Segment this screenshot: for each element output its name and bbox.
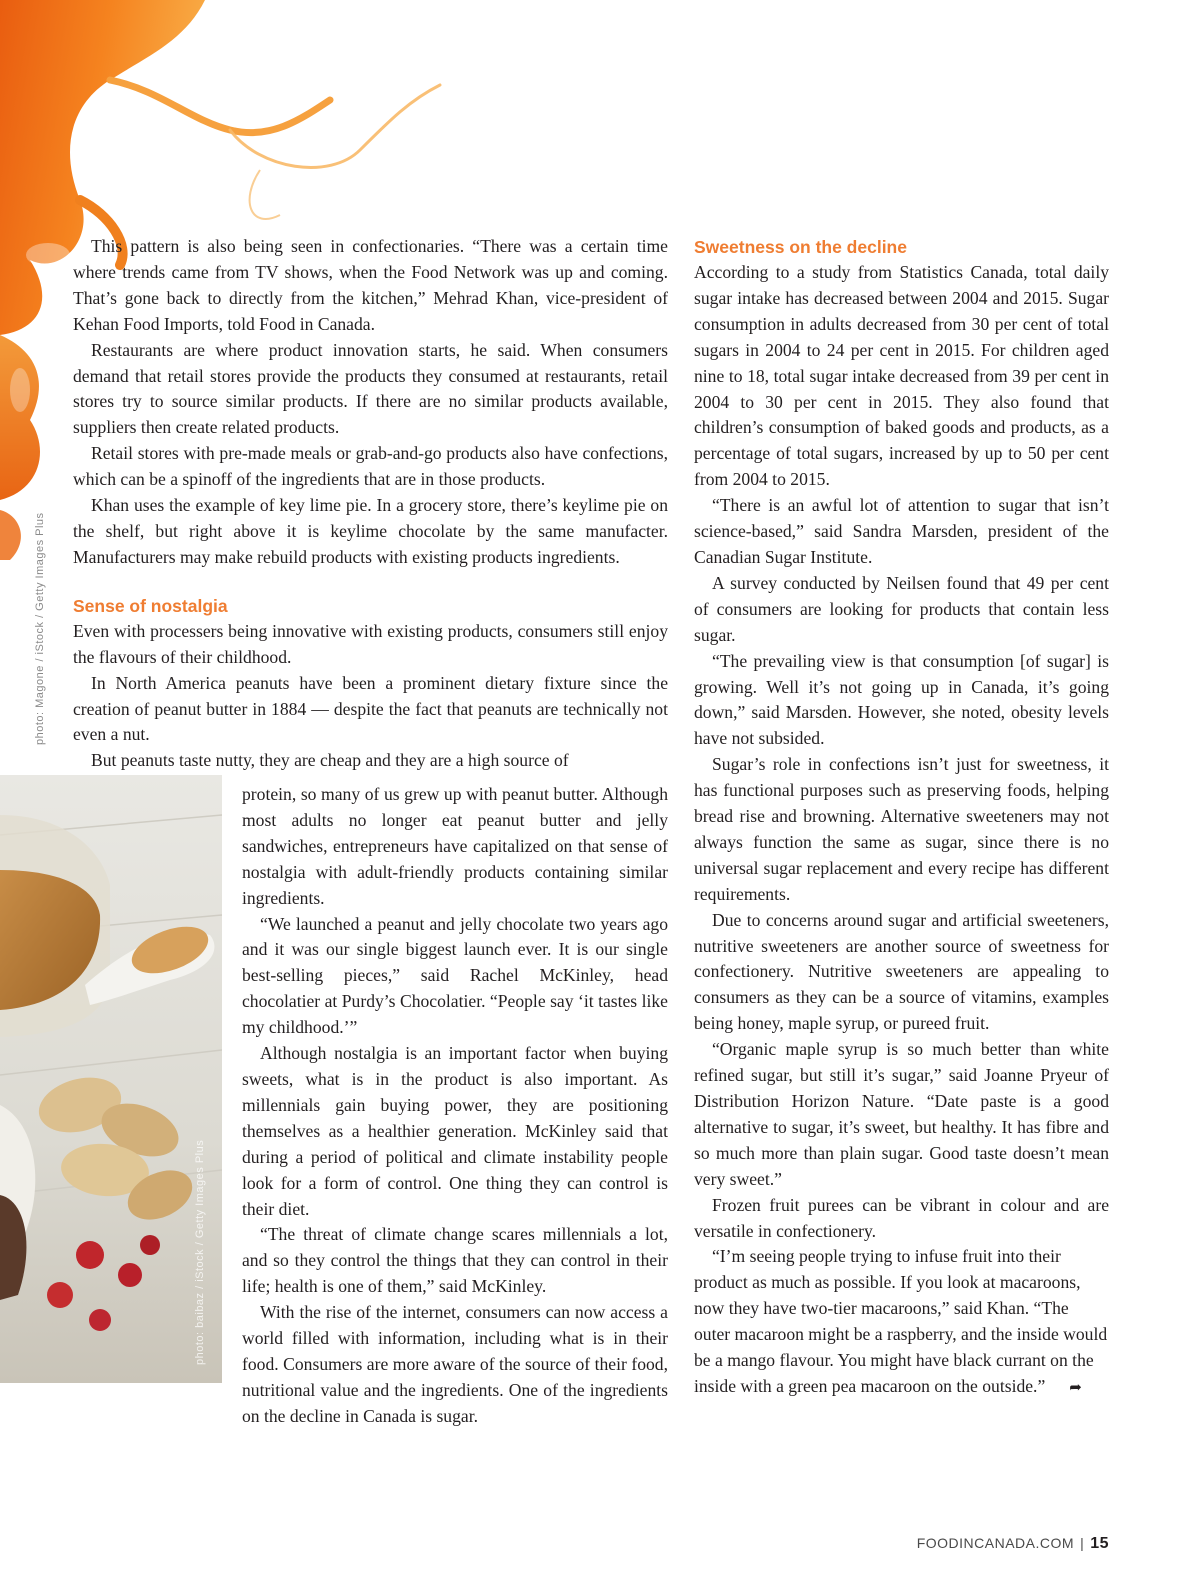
page-footer — [917, 1535, 1109, 1553]
footer-separator: | — [1080, 1535, 1085, 1551]
body-paragraph: Although nostalgia is an important factor when buying sweets, what is in the product is also important. As millennials gain buying power, they are positioning themselves as a healthier generation. McKinley said that during a period of political and climate instability people look for a form of control. One thing they can control is their diet. — [242, 1043, 668, 1219]
body-paragraph: This pattern is also being seen in confectionaries. “There was a certain time where trends came from TV shows, when the Food Network was up and coming. That’s gone back to directly from the kitchen,” Mehrad Khan, vice-president of Kehan Food Imports, told Food in Canada. — [73, 236, 668, 334]
page-number: 15 — [1090, 1535, 1109, 1552]
body-paragraph: With the rise of the internet, consumers can now access a world filled with information, including what is in their food. Consumers are more aware of the source of their food, nutritional value and the ingredients. One of the ingredients on the decline in Canada is sugar. — [242, 1302, 668, 1426]
body-paragraph: A survey conducted by Neilsen found that 49 per cent of consumers are looking for products that contain less sugar. — [694, 572, 1109, 645]
section-heading-nostalgia: Sense of nostalgia — [73, 595, 228, 616]
section-heading-sweetness: Sweetness on the decline — [694, 237, 907, 257]
body-paragraph: “There is an awful lot of attention to sugar that isn’t science-based,” said Sandra Marsden, president of the Canadian Sugar Institute. — [694, 495, 1109, 567]
body-text: “I’m seeing people trying to infuse fruit into their product as much as possible. If you look at macaroons, now they have two-tier macaroons,” said Khan. “The outer macaroon might be a raspberry, and the inside would be a mango flavour. You might have black currant on the inside with a green pea macaroon on the outside.” — [694, 1246, 1108, 1396]
body-paragraph: Retail stores with pre-made meals or grab-and-go products also have confections, which can be a spinoff of the ingredients that are in those products. — [73, 443, 668, 490]
body-paragraph: “We launched a peanut and jelly chocolate two years ago and it was our single biggest launch ever. It is our single best-selling pieces,” said Rachel McKinley, head chocolatier at Purdy’s Chocolatier. “People say ‘it tastes like my childhood.’” — [242, 913, 668, 1038]
body-paragraph-last — [694, 1244, 1109, 1400]
body-paragraph: “The prevailing view is that consumption [of sugar] is growing. Well it’s not going up in Canada, it’s going down,” said Marsden. However, she noted, obesity levels have not subsided. — [694, 650, 1109, 749]
continue-arrow-icon: ➦ — [1069, 1377, 1082, 1396]
left-column-top — [73, 234, 668, 774]
body-paragraph: Sugar’s role in confections isn’t just for sweetness, it has functional purposes such as preserving foods, helping bread rise and browning. Alternative sweeteners may not always function the same as sugar, since there is no universal sugar replacement and every recipe has different requirements. — [694, 754, 1109, 904]
body-paragraph: “Organic maple syrup is so much better than white refined sugar, but still it’s sugar,” said Joanne Pryeur of Distribution Horizon Nature. “Date paste is a good alternative to sugar, it’s sweet, but healthy. It has fibre and so much more than plain sugar. Good taste doesn’t mean very sweet.” — [694, 1039, 1109, 1189]
body-paragraph: “The threat of climate change scares millennials a lot, and so they control the things that they can control in their life; health is one of them,” said McKinley. — [242, 1224, 668, 1297]
body-paragraph: protein, so many of us grew up with peanut butter. Although most adults no longer eat peanut butter and jelly sandwiches, entrepreneurs have capitalized on that sense of nostalgia with adult-friendly products containing similar ingredients. — [242, 784, 668, 908]
left-column-narrow — [242, 782, 668, 1430]
photo-credit-bottom: photo: baibaz / iStock / Getty Images Plus — [194, 1139, 206, 1365]
body-paragraph: Frozen fruit purees can be vibrant in colour and are versatile in confectionery. — [694, 1194, 1109, 1241]
body-paragraph: But peanuts taste nutty, they are cheap and they are a high source of — [91, 750, 569, 771]
body-paragraph: In North America peanuts have been a prominent dietary fixture since the creation of peanut butter in 1884 — despite the fact that peanuts are technically not even a nut. — [73, 672, 668, 745]
body-paragraph: Due to concerns around sugar and artificial sweeteners, nutritive sweeteners are another source of sweetness for confectionery. Nutritive sweeteners are appealing to consumers as they can be a source of vitamins, examples being honey, maple syrup, or pureed fruit. — [694, 909, 1109, 1034]
body-paragraph: Khan uses the example of key lime pie. In a grocery store, there’s keylime pie on the shelf, but right above it is keylime chocolate by the same manufacter. Manufacturers may make rebuild products with existing products ingredients. — [73, 495, 668, 567]
footer-site: FOODINCANADA.COM — [916, 1535, 1075, 1551]
right-column — [694, 234, 1109, 1401]
body-paragraph: According to a study from Statistics Canada, total daily sugar intake has decreased between 2004 and 2015. Sugar consumption in adults decreased from 30 per cent of total sugars in 2004 to 24 per cent in 2015. For children aged nine to 18, total sugar intake decreased from 39 per cent in 2004 to 30 per cent in 2015. They also found that children’s consumption of baked goods and products, as a percentage of total sugars, increased by up to 50 per cent from 2004 to 2015. — [694, 262, 1109, 490]
peanut-butter-photo — [0, 775, 222, 1383]
body-paragraph: Restaurants are where product innovation starts, he said. When consumers demand that retail stores provide the products they consumed at restaurants, retail stores try to source similar products. If there are no similar products available, suppliers then create related products. — [73, 339, 668, 438]
body-paragraph: Even with processers being innovative with existing products, consumers still enjoy the flavours of their childhood. — [73, 620, 668, 667]
photo-credit-top: photo: Magone / iStock / Getty Images Plus — [34, 512, 46, 745]
